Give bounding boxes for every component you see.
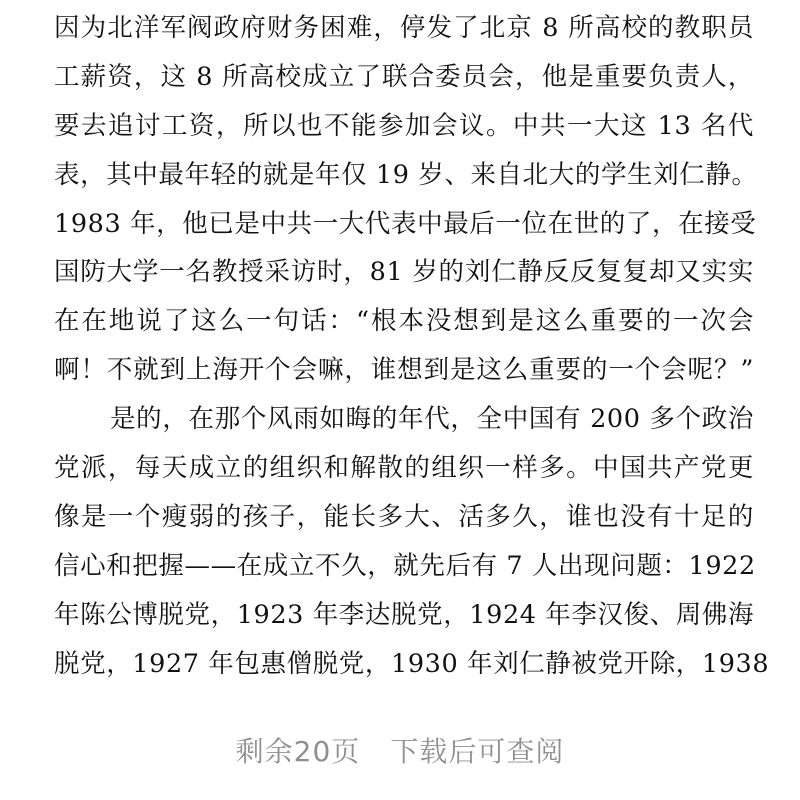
download-prompt <box>0 722 800 782</box>
text-line: 因为北洋军阀政府财务困难，停发了北京 8 所高校的教职员 <box>54 13 754 43</box>
text-line: 脱党，1927 年包惠僧脱党，1930 年刘仁静被党开除，1938 <box>54 648 770 679</box>
text-line: 表，其中最年轻的就是年仅 19 岁、来自北大的学生刘仁静。 <box>54 159 758 190</box>
paragraph-start-line: 是的，在那个风雨如晦的年代，全中国有 200 多个政治 <box>110 404 754 435</box>
text-line: 像是一个瘦弱的孩子，能长多大、活多久，谁也没有十足的 <box>54 501 754 532</box>
text-line: 1983 年，他已是中共一大代表中最后一位在世的了，在接受 <box>54 208 757 239</box>
text-line: 信心和把握——在成立不久，就先后有 7 人出现问题：1922 <box>54 550 756 581</box>
text-line: 党派，每天成立的组织和解散的组织一样多。中国共产党更 <box>54 453 754 484</box>
document-body <box>54 4 770 688</box>
text-line: 啊！不就到上海开个会嘛，谁想到是这么重要的一个会呢？” <box>54 355 754 386</box>
text-line: 国防大学一名教授采访时，81 岁的刘仁静反反复复却又实实 <box>54 257 754 288</box>
download-to-read-link[interactable]: 下载后可查阅 <box>390 735 565 768</box>
text-line: 年陈公博脱党，1923 年李达脱党，1924 年李汉俊、周佛海 <box>54 599 755 630</box>
text-line: 在在地说了这么一句话：“根本没想到是这么重要的一次会 <box>54 306 754 337</box>
remaining-pages-label: 剩余20页 <box>235 735 361 768</box>
text-line: 工薪资，这 8 所高校成立了联合委员会，他是重要负责人， <box>54 61 754 92</box>
text-line: 要去追讨工资，所以也不能参加会议。中共一大这 13 名代 <box>54 110 754 141</box>
